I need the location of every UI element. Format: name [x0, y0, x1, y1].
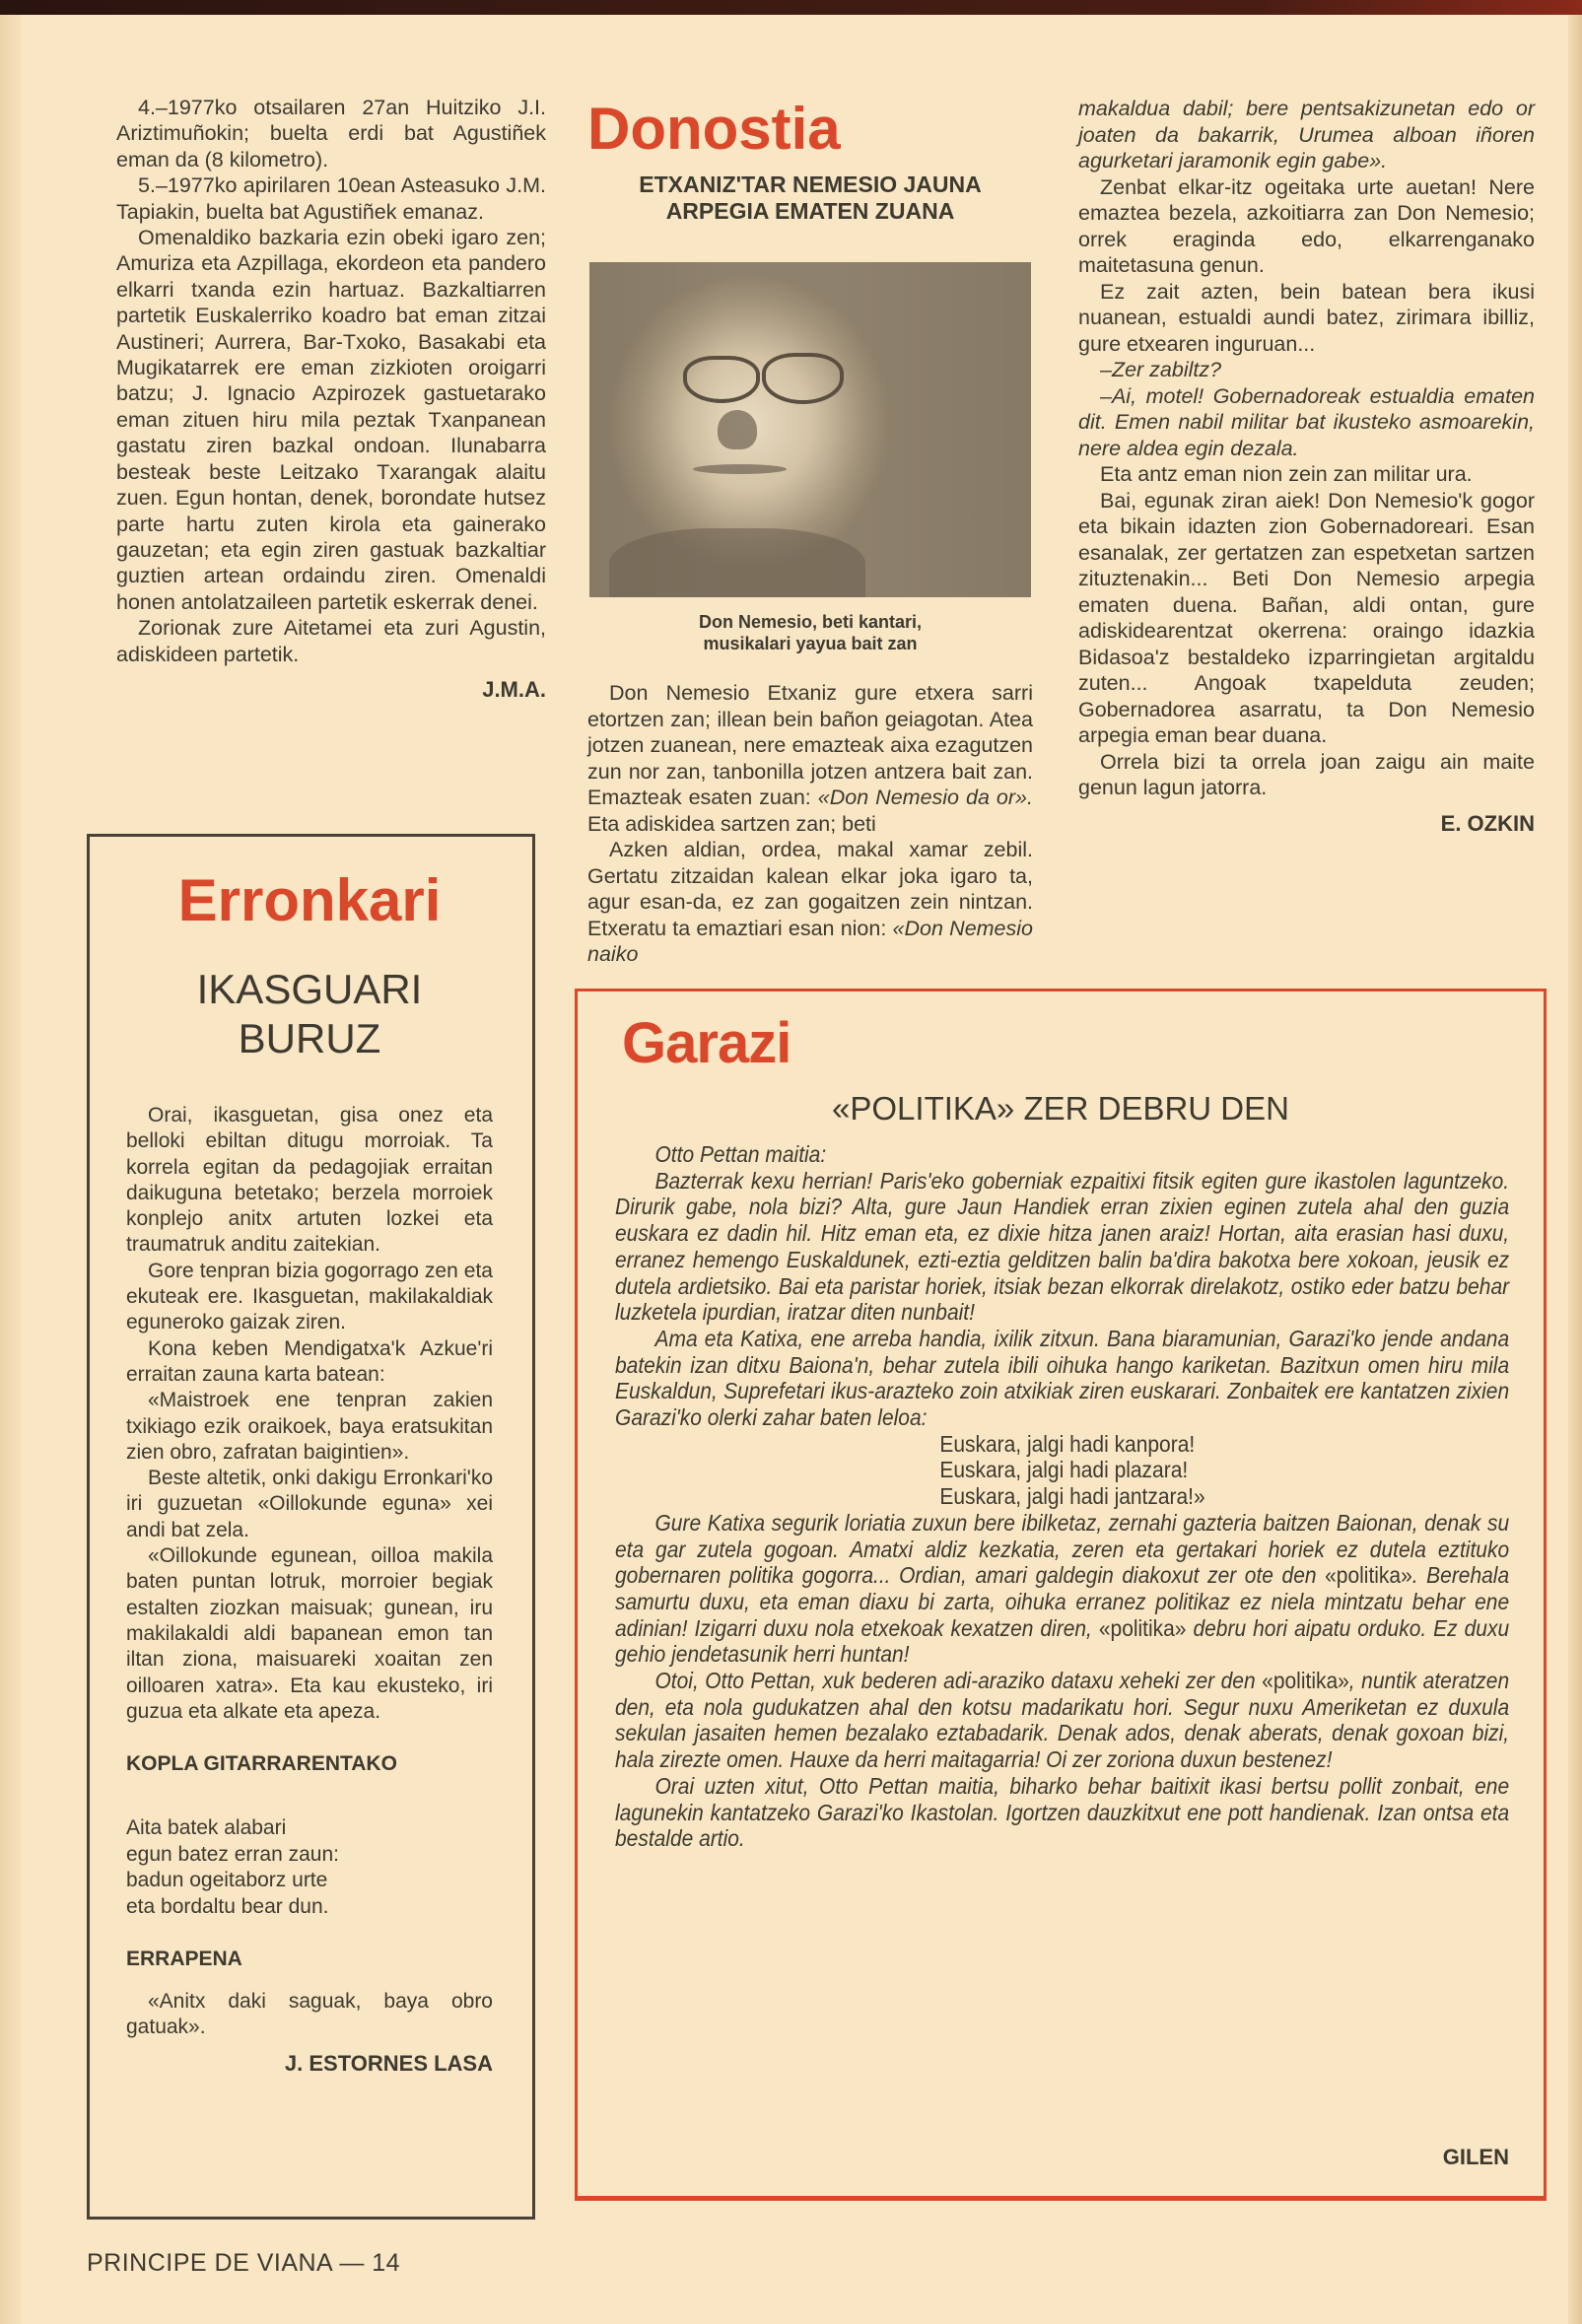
paragraph: «Maistroek ene tenpran zakien txikiago ezik oraikoek, baya eratsukitan zien obro, zafratan baigintien». [126, 1389, 493, 1464]
scan-top-edge [0, 0, 1582, 15]
kopla-heading: KOPLA GITARRARENTAKO [126, 1752, 397, 1776]
proverb: «Anitx daki saguak, baya obro gatuak». [126, 1990, 493, 2039]
text: Eta adiskidea sartzen zan; beti [587, 811, 876, 836]
verse-line: Euskara, jalgi hadi plazara! [939, 1457, 1189, 1483]
scan-right-edge [1568, 15, 1582, 2324]
headline-line: IKASGUARI [196, 966, 423, 1012]
paragraph [615, 1510, 1509, 1668]
text: Azken aldian, ordea, makal xamar zebil. Gertatu zitzaidan kalean elkar joka igaro ta, agur esan-da, ez zan gogaitzen zein nintzan. Etxeratu ta emaztiari esan nion: [587, 838, 1033, 940]
section-title: Garazi [622, 1011, 791, 1075]
verse-line: eta bordaltu bear dun. [126, 1894, 329, 1918]
letter-body [615, 1141, 1509, 1852]
verse-line: Aita batek alabari [126, 1816, 287, 1840]
signature: J. ESTORNES LASA [284, 2050, 493, 2076]
glasses-shape [762, 353, 844, 404]
paragraph: Eta antz eman nion zein zan militar ura. [1100, 462, 1473, 486]
footer-separator: — [339, 2249, 365, 2277]
paragraph: Bai, egunak ziran aiek! Don Nemesio'k gogor eta bikain idazten zion Gobernadoreari. Esan esanalak, zer gertatzen zan espetxetan sartzen zituztenakin... Beti Don Nemesio arpegia ematen duena. Bañan, aldi ontan, gure adiskidearentzat okerrena: oraingo idazkia Bidasoa'z bestaldeko izparringietan argitaldu zuten... Angoak txapelduta zeuden; Gobernadorea asarratu, ta Don Nemesio arpegia eman bear duana. [1078, 488, 1535, 747]
page-number: 14 [372, 2249, 401, 2277]
dialogue-line: –Zer zabiltz? [1100, 358, 1222, 381]
text: , nuntik ateratzen den, eta nola gudukatzen ahal den kotsu madarikatu hori. Segur nuxu Ameriketan ez duxula sekulan jasaiten hemen bezalako eztabadarik. Denak ados, denak aberats, denak goxoan bizi, hala zirezte omen. Hauxe da herri maitagarria! Oi zer zoriona duxun bestenez! [615, 1668, 1510, 1773]
quote: «Don Nemesio da or». [817, 786, 1033, 809]
verse-line: Euskara, jalgi hadi kanpora! [939, 1430, 1196, 1457]
text: Don Nemesio Etxaniz gure etxera sarri etortzen zan; illean bein bañon geiagotan. Atea jotzen zuanean, nere emazteak aixa ezagutzen zun nor zan, tanbonilla jotzen antzera bait zan. Emazteak esaten zuan: [587, 681, 1033, 809]
paragraph: Orrela bizi ta orrela joan zaigu ain maite genun lagun jatorra. [1078, 749, 1535, 799]
paragraph: Ama eta Katixa, ene arreba handia, ixilik zitxun. Bana biaramunian, Garazi'ko jende andana batekin izan ditxu Baiona'n, behar zutela ibili oihuka hango kariketan. Bazitxun omen hiru mila Euskaldun, Suprefetari ikus-arazteko zoin atxikiak ziren euskarari. Zonbaitek ere kantatzen zixien Garazi'ko olerki zahar baten leloa: [615, 1325, 1510, 1431]
article-donostia [587, 95, 1033, 968]
article-headline [587, 171, 1033, 225]
quote: «Don Nemesio naiko [587, 916, 1033, 966]
paragraph: Kona keben Mendigatxa'k Azkue'ri erraitan zauna karta batean: [126, 1336, 493, 1386]
article-donostia-continuation [1078, 96, 1535, 837]
quote: «politika» [1262, 1668, 1349, 1694]
caption-line: Don Nemesio, beti kantari, [698, 612, 923, 632]
page-footer [87, 2249, 400, 2278]
dialogue-line: –Ai, motel! Gobernadoreak estualdia ematen dit. Emen nabil militar bat ikusteko asmoarekin, nere aldea egin dezala. [1078, 383, 1535, 460]
paragraph [587, 680, 1033, 837]
paragraph: 5.–1977ko apirilaren 10ean Asteasuko J.M. Tapiakin, buelta bat Agustiñek emanaz. [116, 173, 546, 224]
text: . Berehala samurtu duxu, eta eman diaxu bi zarta, oihuka erranez politikaz ez niela mintzatu behar ene adinian! Izigarri duxu nola etxekoak kexatzen diren, [615, 1562, 1510, 1641]
face-shading [718, 410, 757, 449]
verse-line: Euskara, jalgi hadi jantzara!» [939, 1483, 1205, 1510]
publication-name: PRINCIPE DE VIANA [87, 2249, 332, 2277]
paragraph: «Oillokunde egunean, oilloa makila baten puntan lotruk, morroier begiak estalten ziozkan maisuak; gunean, iru makilakaldi aldi bapanean emon tan iltan ziona, maisuareki xoaitan zen oilloaren xatra». Eta kau ekusteko, iri guzua eta alkate eta apeza. [126, 1544, 493, 1723]
paragraph: Bazterrak kexu herrian! Paris'eko goberniak ezpaitixi fitsik egiten gure ikastolen laguntzeko. Dirurik gabe, nola bizi? Alta, gure Jaun Handiek erran zixien eginen zutela ahal den guzia euskara ez dadin hil. Hitz eman eta, ez dixie hitza janen araiz! Hortan, aita erasian hasi duxu, erranez hemengo Euskaldunek, ezti-eztia gelditzen balin ba'dira bakotxa bere xokoan, jeusik ez dutela ardietsiko. Bai eta paristar horiek, itsiak bezan elkorrak direlakotz, ostiko eder batzu behar luzketela ipurdian, iratzar diten nunbait! [615, 1167, 1510, 1326]
paragraph: Gore tenpran bizia gogorrago zen eta ekuteak ere. Ikasguetan, makilakaldiak eguneroko gaizak ziren. [126, 1259, 493, 1334]
verse-line: badun ogeitaborz urte [126, 1869, 328, 1892]
paragraph: Orai uzten xitut, Otto Pettan maitia, biharko behar baitixit ikasi bertsu pollit zonbait, ene lagunekin kantatzeko Garazi'ko Ikastolan. Igortzen dauzkitxut ene pott handienak. Izan ontsa eta bestalde artio. [615, 1772, 1510, 1852]
scan-left-edge [0, 15, 22, 2324]
face-shading [693, 464, 787, 474]
paragraph: Beste altetik, onki dakigu Erronkari'ko iri guzuetan «Oillokunde eguna» xei andi bat zela. [126, 1467, 493, 1541]
signature: GILEN [1442, 2145, 1509, 2169]
text: debru hori aipatu orduko. Ez duxu gehio jendetasunik herri huntan! [615, 1614, 1510, 1668]
paragraph: Omenaldiko bazkaria ezin obeki igaro zen; Amuriza eta Azpillaga, ekordeon eta pandero elkarri txanda ezin hartuaz. Bazkaltiarren partetik Euskalerriko koadro bat eman zitzai Austineri; Aurrera, Bar-Txoko, Basakabi eta Mugikatarrek ere eman zizkioten oroigarri batzu; J. Ignacio Azpirozek gastuetarako eman zituen hiru mila peztak Txanpanean gastatu ziren bazkal ondoan. Ilunabarra besteak beste Leitzako Txarangak alaitu zuen. Egun hontan, denek, borondate hutsez parte hartu zuten kirola eta gainerako gauzetan; eta egin ziren gastuak bazkaltiar guztien artean ordaindu ziren. Omenaldi honen antolatzaileen partetik eskerrak denei. [116, 226, 546, 614]
signature: J.M.A. [482, 676, 546, 702]
section-title: Erronkari [177, 867, 442, 933]
article-garazi-box [575, 989, 1547, 2201]
headline-line: ETXANIZ'TAR NEMESIO JAUNA [639, 171, 982, 197]
glasses-shape [683, 356, 760, 403]
quote: makaldua dabil; bere pentsakizunetan edo or joaten da bakarrik, Urumea alboan iñoren agurketari jaramonik egin gabe». [1078, 97, 1535, 172]
salutation: Otto Pettan maitia: [654, 1141, 827, 1167]
photo-caption [587, 611, 1033, 654]
caption-line: musikalari yayua bait zan [703, 634, 918, 653]
article-headline [126, 965, 493, 1063]
quote: «politika» [1098, 1614, 1187, 1641]
kopla-verse [126, 1815, 493, 1920]
portrait-photo [589, 262, 1031, 597]
text: Gure Katixa segurik loriatia zuxun bere ibilketaz, zernahi gazteria baitzen Baionan, denak su eta gar zutela gogoan. Amatxi aldiz kezkatia, zeren eta gertakari horiek ez dutela eztituko gobernaren politika gogorra... Ordian, amari galdegin diakoxut zer ote den [615, 1509, 1510, 1589]
headline-line: ARPEGIA EMATEN ZUANA [665, 198, 955, 224]
headline-line: BURUZ [238, 1015, 381, 1061]
paragraph: Zorionak zure Aitetamei eta zuri Agustin, adiskideen partetik. [116, 616, 546, 666]
signature: E. OZKIN [1440, 810, 1535, 836]
errapena-heading: ERRAPENA [126, 1948, 242, 1971]
quote: «politika» [1325, 1562, 1412, 1589]
paragraph: 4.–1977ko otsailaren 27an Huitziko J.I. Ariztimuñokin; buelta erdi bat Agustiñek eman da (8 kilometro). [116, 96, 546, 171]
verse-line: egun batez erran zaun: [126, 1842, 339, 1866]
paragraph: Ez zait azten, bein batean bera ikusi nuanean, estualdi aundi batez, zirimara ibilliz, gure etxearen inguruan... [1078, 279, 1535, 356]
article-erronkari-box [87, 834, 535, 2220]
article-headline: «POLITIKA» ZER DEBRU DEN [832, 1090, 1289, 1127]
song-verse [615, 1431, 1509, 1510]
paragraph: Zenbat elkar-itz ogeitaka urte auetan! Nere emaztea bezela, azkoitiarra zan Don Nemesio; orrek eraginda edo, elkarrenganako maitetasuna genun. [1078, 174, 1535, 277]
paragraph [615, 1668, 1509, 1773]
paragraph [587, 837, 1033, 968]
article-omenaldia-continuation [116, 95, 546, 703]
paragraph: Orai, ikasguetan, gisa onez eta belloki ebiltan ditugu morroiak. Ta korrela egitan da pedagojiak erraitan daikuguna betetako; berzela morroiek konplejo anitx artuten lozkei eta traumatruk anditu zaitekian. [126, 1104, 493, 1257]
section-title: Donostia [587, 96, 841, 162]
coat-shading [609, 528, 865, 597]
text: Otoi, Otto Pettan, xuk bederen adi-araziko dataxu xeheki zer den [654, 1668, 1263, 1694]
